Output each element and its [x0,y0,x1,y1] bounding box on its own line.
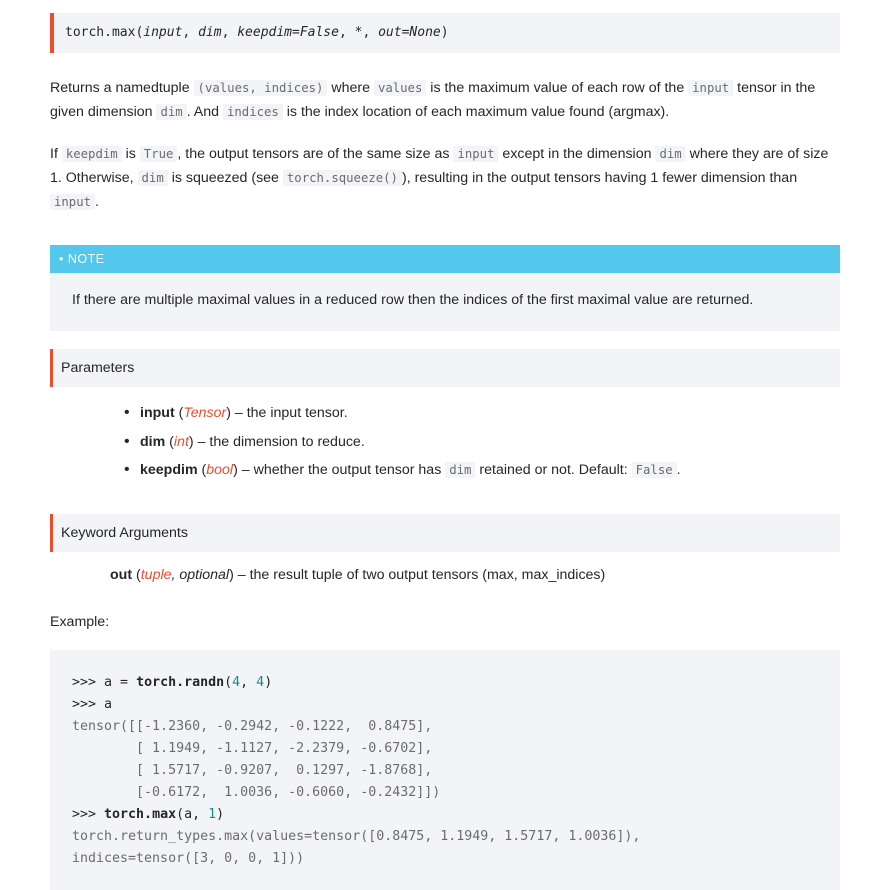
type-link-tensor[interactable]: Tensor [183,405,227,421]
keyword-arguments-heading: Keyword Arguments [50,514,840,552]
kwarg-name: out [110,567,133,583]
parameters-list [124,400,824,486]
param-name: keepdim [140,462,198,478]
param-keepdim: keepdim=False [237,25,339,40]
code-output-line: tensor([[-1.2360, -0.2942, -0.1222, 0.8475], [72,719,433,734]
inline-code: dim [655,146,685,162]
type-link-tuple[interactable]: tuple [140,567,172,583]
param-input: input [143,25,183,40]
inline-code: dim [138,170,168,186]
inline-code: indices [223,104,283,120]
optional-label: optional [179,567,230,583]
type-link-bool[interactable]: bool [206,462,234,478]
inline-code: input [453,146,498,162]
note-title: NOTE [67,252,105,266]
function-name: torch.max [65,25,136,40]
type-link-int[interactable]: int [173,433,189,450]
note-bullet: • [59,252,64,266]
code-line: >>> a = torch.randn(4, 4) [72,675,273,690]
function-signature: torch.max(input, dim, keepdim=False, *, out=None) [50,13,840,53]
inline-code: (values, indices) [194,80,328,96]
param-name: input [140,405,175,421]
keyword-argument-out: out (tuple, optional) – the result tuple of two output tensors (max, max_indices) [110,567,606,583]
note-box [50,245,840,331]
list-item: • dim (int) – the dimension to reduce. [124,432,365,450]
list-item: • keepdim (bool) – whether the output tensor has dim retained or not. Default: False . [124,461,681,478]
code-output-line: [ 1.5717, -0.9207, 0.1297, -1.8768], [72,763,433,778]
inline-code: dim [445,462,475,478]
inline-code: True [140,146,178,162]
param-dim: dim [198,25,222,40]
code-line: >>> torch.max(a, 1) [72,807,225,822]
note-header [50,245,840,273]
inline-code: keepdim [62,146,122,162]
inline-code: dim [156,104,186,120]
list-item: • input (Tensor) – the input tensor. [124,404,348,421]
torch-squeeze-link[interactable]: torch.squeeze() [283,170,402,186]
example-label: Example: [50,614,110,630]
note-body: If there are multiple maximal values in a reduced row then the indices of the first maximal value are returned. [72,292,754,308]
inline-code: input [688,80,733,96]
inline-code: values [374,80,426,96]
keepdim-paragraph: If keepdim is True , the output tensors are of the same size as input except in the dimension dim where they are of size 1. Otherwise, dim is squeezed (see torch.squeeze() ), resulting in the output tensors having 1 fewer dimension than input . [50,146,829,210]
param-out: out=None [378,25,441,40]
code-block[interactable] [50,650,840,890]
code-output-line: [-0.6172, 1.0036, -0.6060, -0.2432]]) [72,785,441,800]
code-output-line: torch.return_types.max(values=tensor([0.8475, 1.1949, 1.5717, 1.0036]), [72,829,641,844]
param-star: * [354,25,363,40]
code-output-line: [ 1.1949, -1.1127, -2.2379, -0.6702], [72,741,433,756]
inline-code: False [632,462,677,478]
parameters-heading: Parameters [50,349,840,387]
param-name: dim [140,433,166,450]
code-output-line: indices=tensor([3, 0, 0, 1])) [72,851,305,866]
inline-code: input [50,194,95,210]
code-line: >>> a [72,697,113,712]
description-paragraph: Returns a namedtuple (values, indices) where values is the maximum value of each row of the input tensor in the given dimension dim . And indices is the index location of each maximum value found (argmax). [50,80,816,120]
